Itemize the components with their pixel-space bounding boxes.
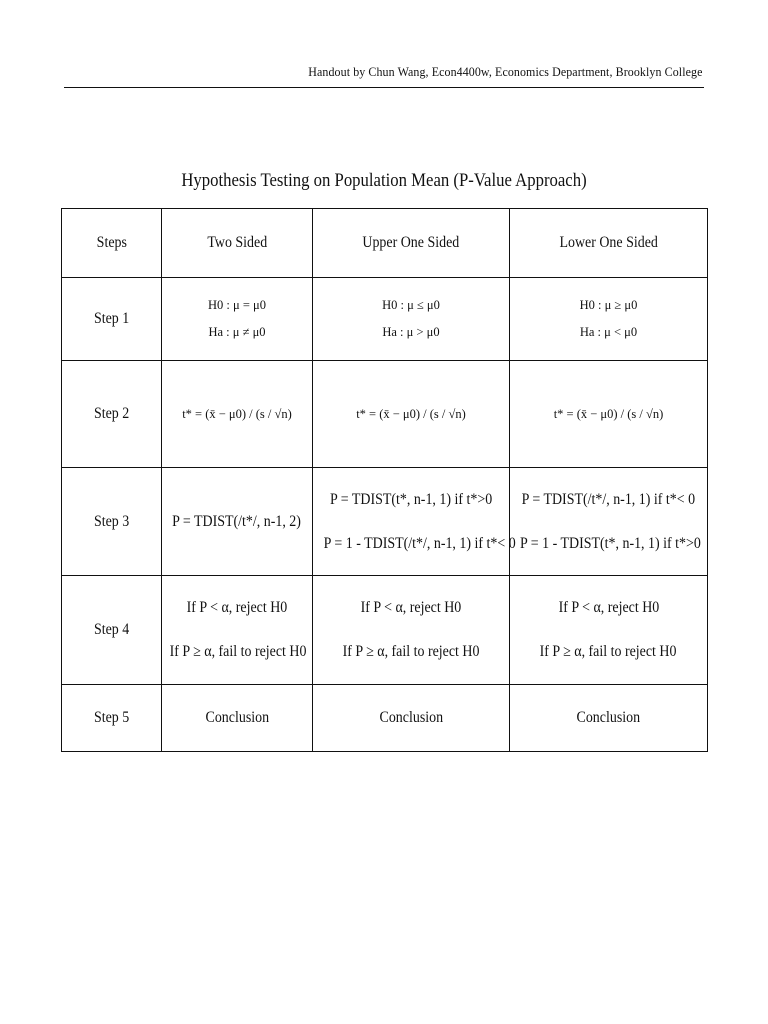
p-value-cell: P = TDIST(t*, n-1, 1) if t*>0 P = 1 - TDIST(/t*/, n-1, 1) if t*< 0 [313, 468, 510, 576]
page-title: Hypothesis Testing on Population Mean (P-Value Approach) [181, 170, 587, 191]
column-header: Lower One Sided [510, 209, 708, 278]
alt-hypothesis: Ha : μ > μ0 [382, 325, 440, 339]
hypothesis-cell [162, 278, 313, 361]
step-label: Step 3 [62, 468, 162, 576]
null-hypothesis: H0 : μ ≤ μ0 [382, 298, 440, 312]
p-value-cell: P = TDIST(/t*/, n-1, 1) if t*< 0 P = 1 - TDIST(t*, n-1, 1) if t*>0 [510, 468, 708, 576]
alt-hypothesis: Ha : μ < μ0 [579, 325, 638, 339]
hypothesis-cell [313, 278, 510, 361]
alt-hypothesis: Ha : μ ≠ μ0 [208, 325, 266, 339]
formula-cell [313, 361, 510, 468]
decision-cell: If P < α, reject H0 If P ≥ α, fail to reject H0 [510, 576, 708, 685]
formula-cell [162, 361, 313, 468]
conclusion-cell: Conclusion [510, 685, 708, 752]
null-hypothesis: H0 : μ ≥ μ0 [579, 298, 638, 312]
null-hypothesis: H0 : μ = μ0 [208, 298, 266, 312]
decision-cell: If P < α, reject H0 If P ≥ α, fail to reject H0 [162, 576, 313, 685]
column-header: Steps [62, 209, 162, 278]
table-row [62, 468, 708, 576]
t-statistic-formula: t* = (x̄ − μ0) / (s / √n) [553, 407, 664, 421]
column-header: Two Sided [162, 209, 313, 278]
header-text: Handout by Chun Wang, Econ4400w, Economics Department, Brooklyn College [307, 64, 702, 79]
table-row [62, 278, 708, 361]
table-row [62, 685, 708, 752]
step-label: Step 1 [62, 278, 162, 361]
decision-cell: If P < α, reject H0 If P ≥ α, fail to reject H0 [313, 576, 510, 685]
p-value-cell: P = TDIST(/t*/, n-1, 2) [162, 468, 313, 576]
header-rule [64, 87, 704, 88]
t-statistic-formula: t* = (x̄ − μ0) / (s / √n) [182, 407, 292, 421]
conclusion-cell: Conclusion [162, 685, 313, 752]
step-label: Step 5 [62, 685, 162, 752]
table-header-row [62, 209, 708, 278]
hypothesis-table [61, 208, 708, 752]
table-row [62, 361, 708, 468]
t-statistic-formula: t* = (x̄ − μ0) / (s / √n) [356, 407, 466, 421]
table-row [62, 576, 708, 685]
conclusion-cell: Conclusion [313, 685, 510, 752]
hypothesis-cell [510, 278, 708, 361]
step-label: Step 2 [62, 361, 162, 468]
column-header: Upper One Sided [313, 209, 510, 278]
formula-cell [510, 361, 708, 468]
step-label: Step 4 [62, 576, 162, 685]
